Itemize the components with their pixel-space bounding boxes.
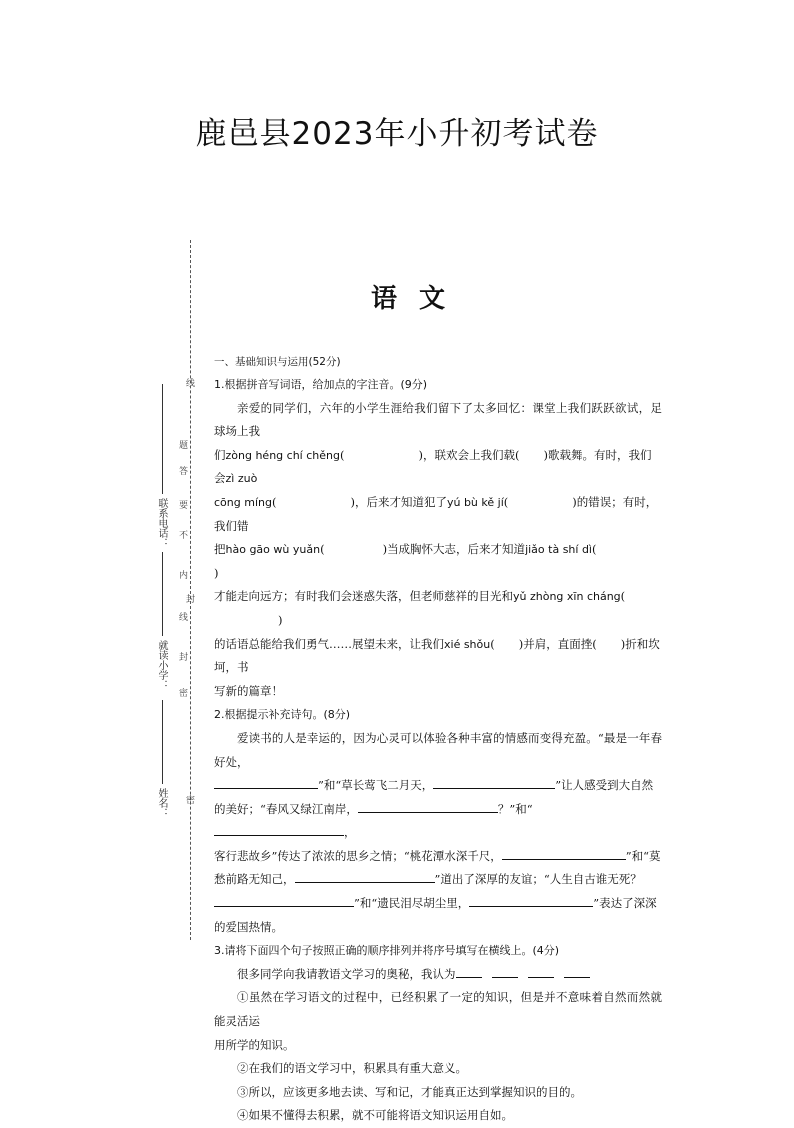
phone-label: 联系电话：: [156, 498, 167, 548]
seal-char: 要: [177, 500, 187, 509]
q1-line: cōng míng( )，后来才知道犯了yú bù kě jí( )的错误；有时，我们错: [214, 494, 658, 533]
poem-blank[interactable]: [502, 846, 626, 860]
seal-char: 密: [177, 688, 187, 697]
q1-line: 亲爱的同学们，六年的小学生涯给我们留下了太多回忆：课堂上我们跃跃欲试，足球场上我: [214, 400, 662, 439]
poem-blank[interactable]: [433, 775, 555, 789]
q2-line: 爱读书的人是幸运的，因为心灵可以体验各种丰富的情感而变得充盈。“最是一年春好处，: [214, 730, 662, 769]
seal-char: 题: [177, 440, 187, 449]
dotted-char: 挫: [580, 636, 593, 651]
q1-line: 才能走向远方；有时我们会迷惑失落，但老师慈祥的目光和yǔ zhòng xīn cháng(): [214, 589, 626, 627]
q2-line: ”和“遗民泪尽胡尘里， ”表达了深深: [214, 892, 662, 916]
pinyin: hào gāo wù yuǎn: [225, 543, 321, 557]
school-field-line[interactable]: [162, 552, 163, 636]
seal-char: 答: [177, 466, 187, 475]
binding-margin: [150, 240, 195, 940]
order-blank[interactable]: [564, 964, 590, 978]
pinyin: yǔ zhòng xīn cháng: [513, 590, 621, 604]
q1-line: 写新的篇章！: [214, 683, 283, 698]
pinyin: zòng héng chí chěng: [225, 448, 340, 462]
q3-sentence: ④如果不懂得去积累，就不可能将语文知识运用自如。: [237, 1108, 513, 1123]
page-title: 鹿邑县2023年小升初考试卷: [195, 116, 599, 152]
q2-line: 的美好；“春风又绿江南岸， ？”和“，: [214, 798, 662, 845]
pinyin: xié shǒu: [444, 637, 491, 651]
subject-title: 语文: [370, 284, 467, 314]
q3-sentence: ①虽然在学习语文的过程中，已经积累了一定的知识，但是并不意味着自然而然就能灵活运: [214, 990, 662, 1029]
q1-line: 的话语总能给我们勇气……展望未来，让我们xié shǒu( )并肩，直面挫( )折和坎坷，书: [214, 636, 660, 675]
pinyin: cōng míng: [214, 495, 272, 509]
question-2-title: 2.根据提示补充诗句。(8分): [214, 708, 351, 722]
name-field-line[interactable]: [162, 700, 163, 784]
edge-char: 线: [184, 378, 194, 387]
school-label: 就读小学：: [156, 640, 167, 690]
poem-blank[interactable]: [214, 822, 344, 836]
exam-content: [214, 354, 662, 1128]
seal-char: 线: [177, 612, 187, 621]
dotted-char: 载: [503, 447, 515, 462]
q2-line: 愁前路无知己， ”道出了深厚的友谊；“人生自古谁无死？: [214, 868, 662, 892]
edge-char: 密: [184, 795, 194, 804]
question-3-title: 3.请将下面四个句子按照正确的顺序排列并将序号填写在横线上。(4分): [214, 944, 560, 958]
q3-sentence: 用所学的知识。: [214, 1037, 295, 1052]
question-1-title: 1.根据拼音写词语，给加点的字注音。(9分): [214, 378, 428, 391]
poem-blank[interactable]: [469, 893, 593, 907]
order-blank[interactable]: [528, 964, 554, 978]
q1-line: 把hào gāo wù yuǎn( )当成胸怀大志，后来才知道jiǎo tà shí dì(): [214, 542, 597, 580]
q2-line: 的爱国热情。: [214, 919, 283, 934]
section-heading: 一、基础知识与运用(52分): [214, 356, 341, 368]
poem-blank[interactable]: [214, 775, 318, 789]
q2-line: 客行悲故乡”传达了浓浓的思乡之情；“桃花潭水深千尺， ”和“莫: [214, 845, 662, 869]
name-label: 姓名：: [156, 788, 167, 818]
phone-field-line[interactable]: [162, 384, 163, 494]
order-blank[interactable]: [492, 964, 518, 978]
dotted-cut-line: [190, 240, 191, 940]
q3-sentence: ②在我们的语文学习中，积累具有重大意义。: [237, 1061, 467, 1076]
edge-char: 封: [184, 594, 194, 603]
q3-sentence: ③所以，应该更多地去读、写和记，才能真正达到掌握知识的目的。: [237, 1084, 582, 1099]
seal-char: 内: [177, 570, 187, 579]
q3-intro: 很多同学向我请教语文学习的奥秘，我认为: [214, 963, 662, 987]
poem-blank[interactable]: [295, 869, 435, 883]
order-blank[interactable]: [456, 964, 482, 978]
seal-char: 封: [177, 652, 187, 661]
poem-blank[interactable]: [358, 799, 498, 813]
q2-line: ”和“草长莺飞二月天， ”让人感受到大自然: [214, 774, 662, 798]
q1-line: 们zòng héng chí chěng( )，联欢会上我们载( )歌载舞。有时，我们会zì zuò: [214, 447, 652, 486]
poem-blank[interactable]: [214, 893, 354, 907]
seal-char: 不: [177, 530, 187, 539]
